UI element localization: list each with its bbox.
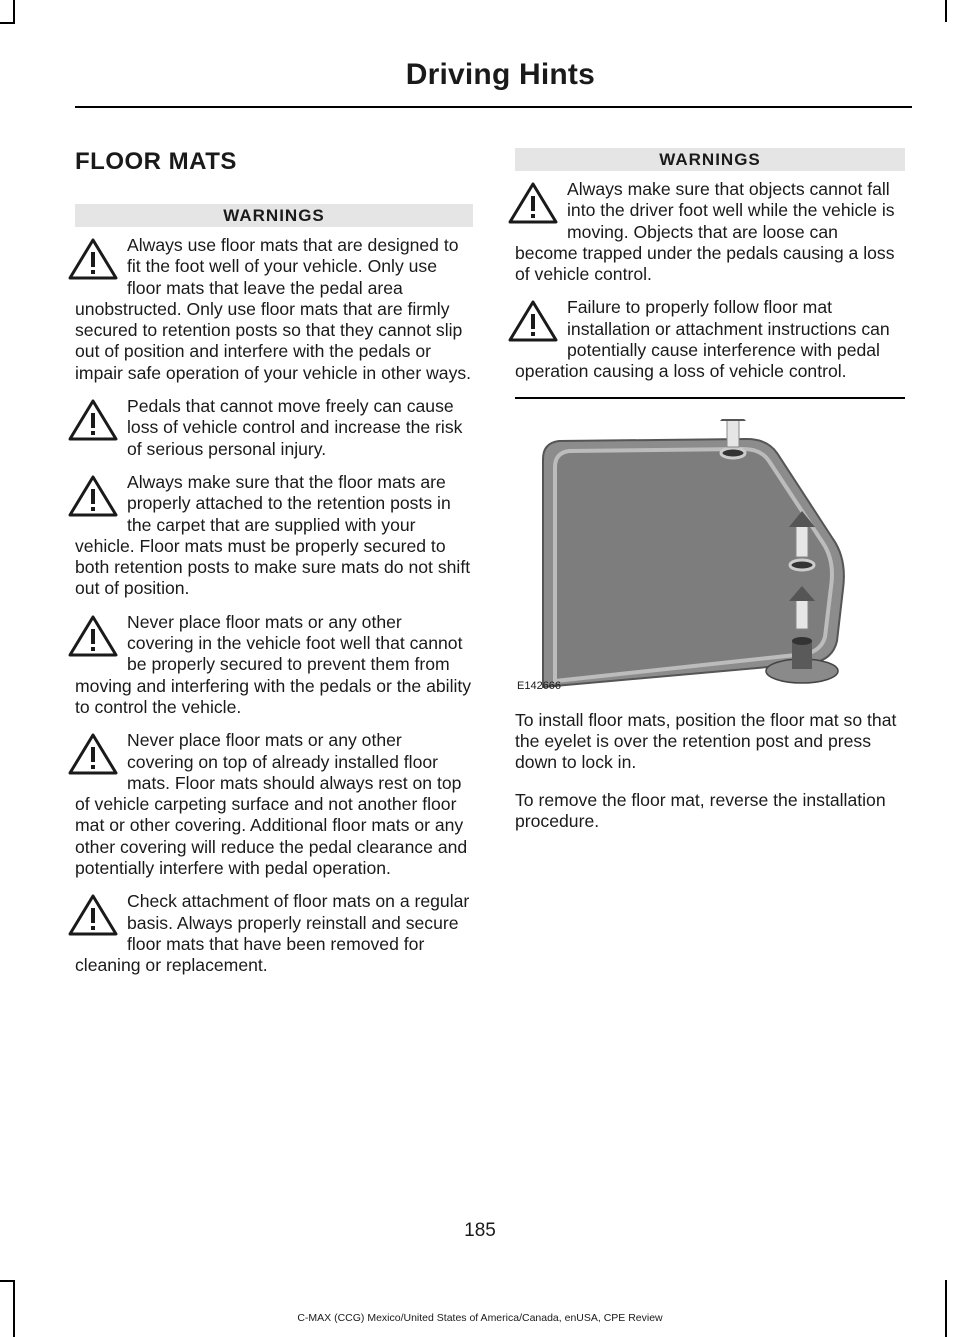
crop-mark (945, 1280, 947, 1337)
warning-triangle-icon (67, 398, 119, 442)
warning-triangle-icon (67, 474, 119, 518)
warning-item (75, 891, 473, 976)
warning-text: Always make sure that objects cannot fall into the driver foot well while the vehicle is moving. Objects that are loose can become trapped under the pedals causing a loss of vehicle control. (515, 179, 895, 285)
warning-item (75, 472, 473, 600)
left-column (75, 140, 473, 989)
header-rule (75, 106, 912, 108)
warnings-end-rule (515, 397, 905, 399)
section-title: FLOOR MATS (75, 148, 237, 175)
crop-mark (0, 1280, 15, 1282)
crop-mark (13, 0, 15, 22)
warning-triangle-icon (67, 893, 119, 937)
warning-text: Failure to properly follow floor mat installation or attachment instructions can potentially cause interference with pedal operation causing a loss of vehicle control. (515, 297, 890, 382)
warning-text: Always make sure that the floor mats are properly attached to the retention posts in the carpet that are supplied with your vehicle. Floor mats must be properly secured to both retention posts to make sure mats do not shift out of position. (75, 471, 471, 599)
page-number: 185 (464, 1220, 496, 1241)
floor-mat-diagram (515, 419, 905, 694)
warning-text: Always use floor mats that are designed to fit the foot well of your vehicle. Only use floor mats that leave the pedal area unobstructed. Only use floor mats that are firmly secured to retention posts so that they cannot slip out of position and interfere with the pedals or impair safe operation of your vehicle in other ways. (75, 235, 472, 383)
warning-triangle-icon (67, 237, 119, 281)
crop-mark (0, 22, 15, 24)
warning-text: Check attachment of floor mats on a regular basis. Always properly reinstall and secure floor mats that have been removed for cleaning or replacement. (75, 891, 470, 976)
warning-text: Never place floor mats or any other covering on top of already installed floor mats. Floor mats should always rest on top of vehicle carpeting surface and not another floor mat or other covering. Additional floor mats or any other covering will reduce the pedal clearance and potentially interfere with pedal operation. (75, 730, 468, 879)
floor-mat-illustration (515, 419, 905, 694)
warning-triangle-icon (67, 732, 119, 776)
crop-mark (13, 1280, 15, 1337)
warning-item (515, 297, 905, 382)
warnings-heading: WARNINGS (515, 148, 905, 171)
warning-triangle-icon (67, 614, 119, 658)
crop-mark (945, 0, 947, 22)
warning-item (75, 235, 473, 384)
warning-item (75, 396, 473, 460)
warning-text: Never place floor mats or any other covering in the vehicle foot well that cannot be properly secured to prevent them from moving and interfering with the pedals or the ability to control the vehicle. (75, 611, 472, 717)
warning-triangle-icon (507, 181, 559, 225)
warning-item (515, 179, 905, 285)
warning-triangle-icon (507, 299, 559, 343)
figure-code: E142666 (517, 679, 562, 692)
warning-item (75, 730, 473, 879)
right-column (515, 148, 905, 832)
remove-instructions: To remove the floor mat, reverse the installation procedure. (515, 789, 886, 831)
warnings-heading: WARNINGS (75, 204, 473, 227)
page-footer: C-MAX (CCG) Mexico/United States of America/Canada, enUSA, CPE Review (297, 1312, 663, 1324)
warning-item (75, 612, 473, 718)
page-header-title: Driving Hints (405, 58, 595, 91)
install-instructions: To install floor mats, position the floor mat so that the eyelet is over the retention post and press down to lock in. (515, 709, 897, 773)
warning-text: Pedals that cannot move freely can cause loss of vehicle control and increase the risk of serious personal injury. (127, 396, 463, 459)
